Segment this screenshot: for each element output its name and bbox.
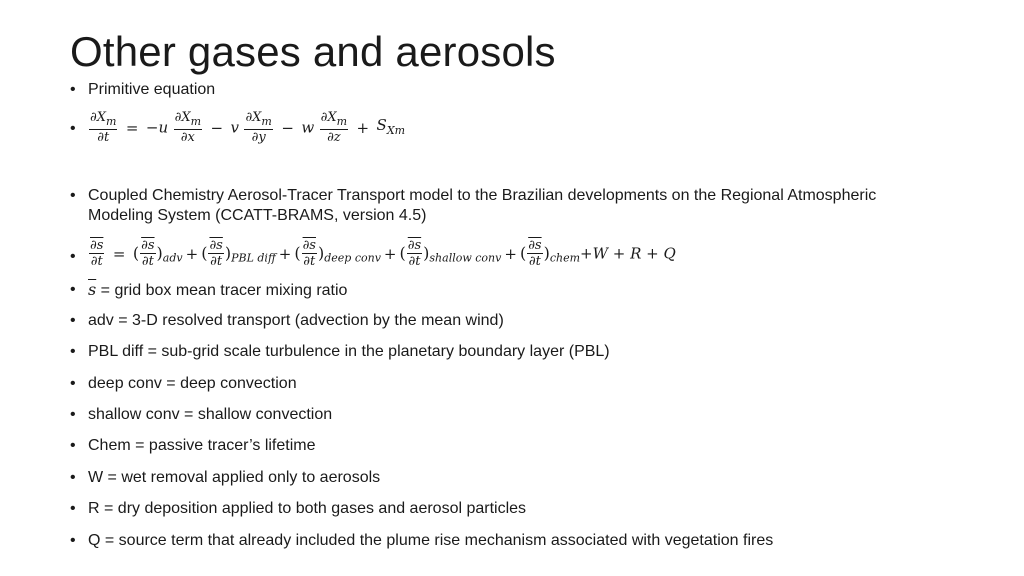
subscript-pbl-diff: PBL diff	[231, 251, 276, 265]
bullet-dot: •	[70, 375, 76, 392]
equals-sign: =	[112, 244, 126, 263]
bullet-dot: •	[70, 406, 76, 423]
fraction-ds-dt: $\frac{\partial s}{\partial t}$	[141, 238, 155, 269]
ccatt-line-2: Modeling System (CCATT-BRAMS, version 4.5)	[88, 207, 427, 224]
ccatt-line-1: Coupled Chemistry Aerosol-Tracer Transport model to the Brazilian developments on the Regional Atmospheric	[88, 187, 877, 204]
source-term: $S_{Xm}$	[376, 115, 406, 137]
fraction-dxm-dy: $\frac{\partial X_m}{\partial y}$	[245, 110, 272, 145]
fraction-ds-dt: $\frac{\partial s}{\partial t}$	[302, 238, 316, 269]
fraction-ds-dt: $\frac{\partial s}{\partial t}$	[407, 238, 422, 269]
tail-terms: +W + R + Q	[580, 244, 676, 263]
bullet-dot: •	[70, 469, 76, 486]
bullet-text: adv = 3-D resolved transport (advection by the mean wind)	[88, 312, 504, 329]
equation-tracer: $\frac{\partial s}{\partial t}$ = ( $\frac{\partial s}{\partial t}$ )$_{adv}$ + ( $\frac{\partial s}{\partial t}$ )$_{PBL diff}$ + ( $\frac{\partial s}{\partial t}$ )$_{deep conv}$ + ( $\frac{\partial s}{\partial t}$ )$_{shallow conv}$ + ( $\frac{\partial s}{\partial t}$ )$_{chem}+W + R + Q$	[90, 238, 676, 269]
fraction-dxm-dt: $\frac{\partial X_m}{\partial t}$	[90, 110, 117, 145]
bullet-equation-primitive	[70, 110, 984, 150]
bullet-text	[88, 186, 984, 226]
bullet-dot: •	[70, 248, 76, 265]
minus-u: −u	[145, 118, 169, 137]
var-w: w	[301, 118, 315, 137]
fraction-ds-dt: $\frac{\partial s}{\partial t}$	[90, 238, 104, 269]
bullet-dot: •	[70, 281, 76, 298]
bullet-text: PBL diff = sub-grid scale turbulence in the planetary boundary layer (PBL)	[88, 343, 610, 360]
bullet-text: R = dry deposition applied to both gases and aerosol particles	[88, 500, 527, 517]
bullet-text: Primitive equation	[88, 81, 216, 98]
bullet-text: W = wet removal applied only to aerosols	[88, 469, 381, 486]
bullet-dot: •	[70, 120, 76, 137]
bullet-text: $\overline{s}$ = grid box mean tracer mixing ratio	[88, 280, 348, 299]
subscript-deep-conv: deep conv	[324, 251, 381, 265]
bullet-text: Q = source term that already included the plume rise mechanism associated with vegetation fires	[88, 532, 774, 549]
fraction-ds-dt: $\frac{\partial s}{\partial t}$	[528, 238, 542, 269]
minus-sign: −	[210, 118, 224, 137]
bullet-dot: •	[70, 343, 76, 360]
bullet-dot: •	[70, 437, 76, 454]
subscript-chem: chem	[549, 251, 581, 265]
bullet-text: shallow conv = shallow convection	[88, 406, 333, 423]
minus-sign: −	[281, 118, 294, 137]
fraction-dxm-dx: $\frac{\partial X_m}{\partial x}$	[174, 110, 202, 145]
fraction-dxm-dz: $\frac{\partial X_m}{\partial z}$	[320, 110, 348, 145]
bullet-dot: •	[70, 500, 76, 517]
fraction-ds-dt: $\frac{\partial s}{\partial t}$	[209, 238, 223, 269]
bullet-text: deep conv = deep convection	[88, 375, 297, 392]
var-v: v	[230, 118, 239, 137]
bullet-equation-tracer	[70, 238, 984, 276]
bullet-text: Chem = passive tracer’s lifetime	[88, 437, 316, 454]
s-bar-symbol: $\overline{s}$	[88, 280, 97, 299]
bullet-dot: •	[70, 187, 76, 204]
bullet-dot: •	[70, 532, 76, 549]
bullet-dot: •	[70, 81, 76, 98]
subscript-shallow-conv: shallow conv	[429, 251, 502, 265]
slide-title: Other gases and aerosols	[70, 28, 556, 75]
plus-sign: +	[356, 118, 370, 137]
equals-sign: =	[125, 118, 139, 137]
subscript-adv: adv	[162, 251, 183, 265]
equation-primitive	[88, 110, 984, 145]
bullet-dot: •	[70, 312, 76, 329]
